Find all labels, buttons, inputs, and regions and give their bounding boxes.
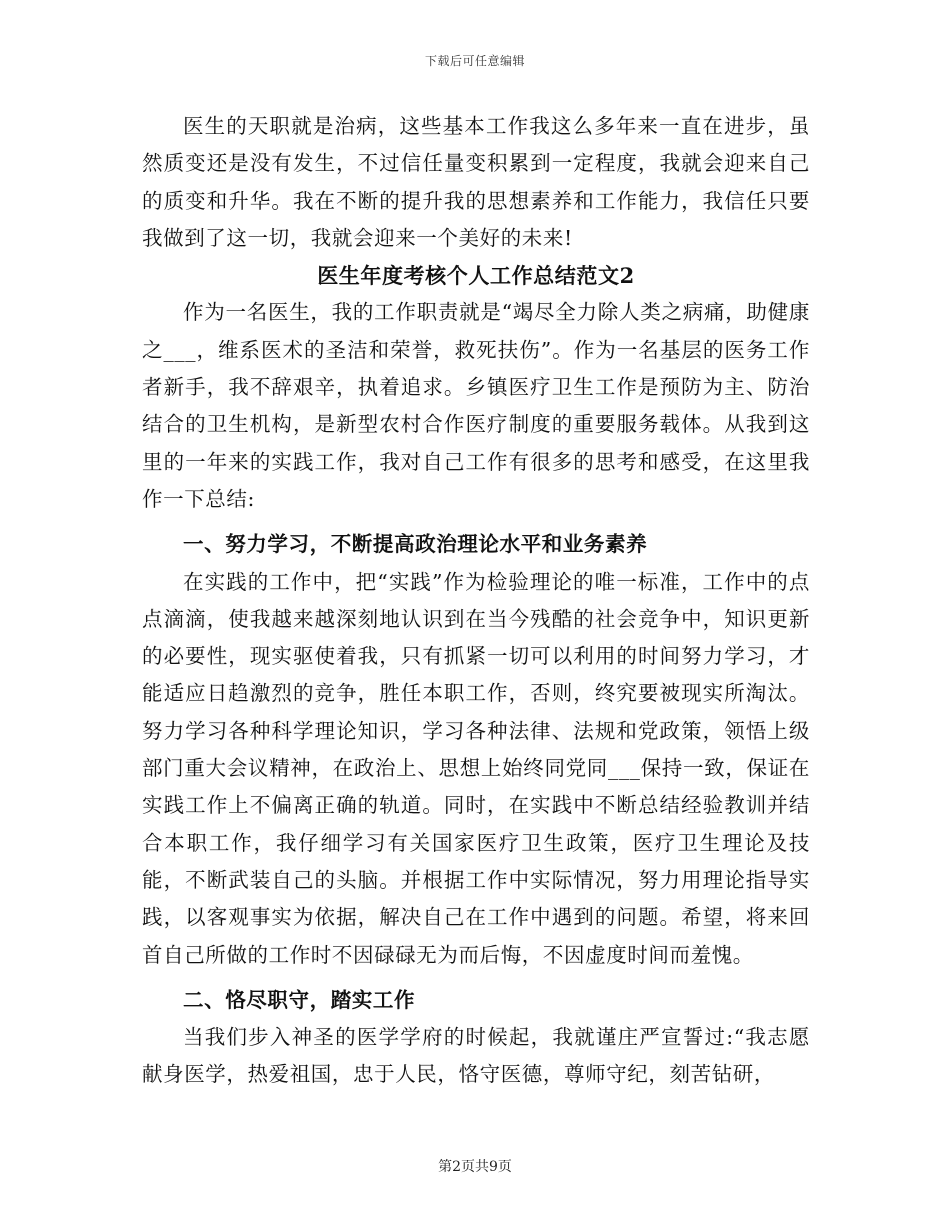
section-title: 医生年度考核个人工作总结范文2 bbox=[317, 263, 635, 289]
paragraph-study: 在实践的工作中，把“实践”作为检验理论的唯一标准，工作中的点点滴滴，使我越来越深刻地认识到在当今残酷的社会竞争中，知识更新的必要性，现实驱使着我，只有抓紧一切可以利用的时间努力学习，才能适应日趋激烈的竞争，胜任本职工作，否则，终究要被现实所淘汰。努力学习各种科学理论知识，学习各种法律、法规和党政策，领悟上级部门重大会议精神，在政治上、思想上始终同党同___保持一致，保证在实践工作上不偏离正确的轨道。同时，在实践中不断总结经验教训并结合本职工作，我仔细学习有关国家医疗卫生政策，医疗卫生理论及技能，不断武装自己的头脑。并根据工作中实际情况，努力用理论指导实践，以客观事实为依据，解决自己在工作中遇到的问题。希望，将来回首自己所做的工作时不因碌碌无为而后悔，不因虚度时间而羞愧。 bbox=[142, 569, 810, 967]
heading-study: 一、努力学习，不断提高政治理论水平和业务素养 bbox=[183, 532, 648, 557]
spacer bbox=[142, 518, 810, 526]
paragraph-duties: 作为一名医生，我的工作职责就是“竭尽全力除人类之病痛，助健康之___，维系医术的圣洁和荣誉，救死扶伤”。作为一名基层的医务工作者新手，我不辞艰辛，执着追求。乡镇医疗卫生工作是预防为主、防治结合的卫生机构，是新型农村合作医疗制度的重要服务载体。从我到这里的一年来的实践工作，我对自己工作有很多的思考和感受，在这里我作一下总结: bbox=[142, 300, 810, 511]
paragraph-intro: 医生的天职就是治病，这些基本工作我这么多年来一直在进步，虽然质变还是没有发生，不过信任量变积累到一定程度，我就会迎来自己的质变和升华。我在不断的提升我的思想素养和工作能力，我信任只要我做到了这一切，我就会迎来一个美好的未来! bbox=[142, 114, 810, 250]
page-header-note: 下载后可任意编辑 bbox=[424, 54, 525, 68]
heading-duty: 二、恪尽职守，踏实工作 bbox=[183, 987, 416, 1012]
spacer bbox=[142, 974, 810, 982]
document-body bbox=[142, 108, 810, 1094]
paragraph-oath: 当我们步入神圣的医学学府的时候起，我就谨庄严宣誓过:“我志愿献身医学，热爱祖国，忠于人民，恪守医德，尊师守纪，刻苦钻研， bbox=[142, 1025, 810, 1087]
page-number: 第2页共9页 bbox=[438, 1159, 512, 1175]
